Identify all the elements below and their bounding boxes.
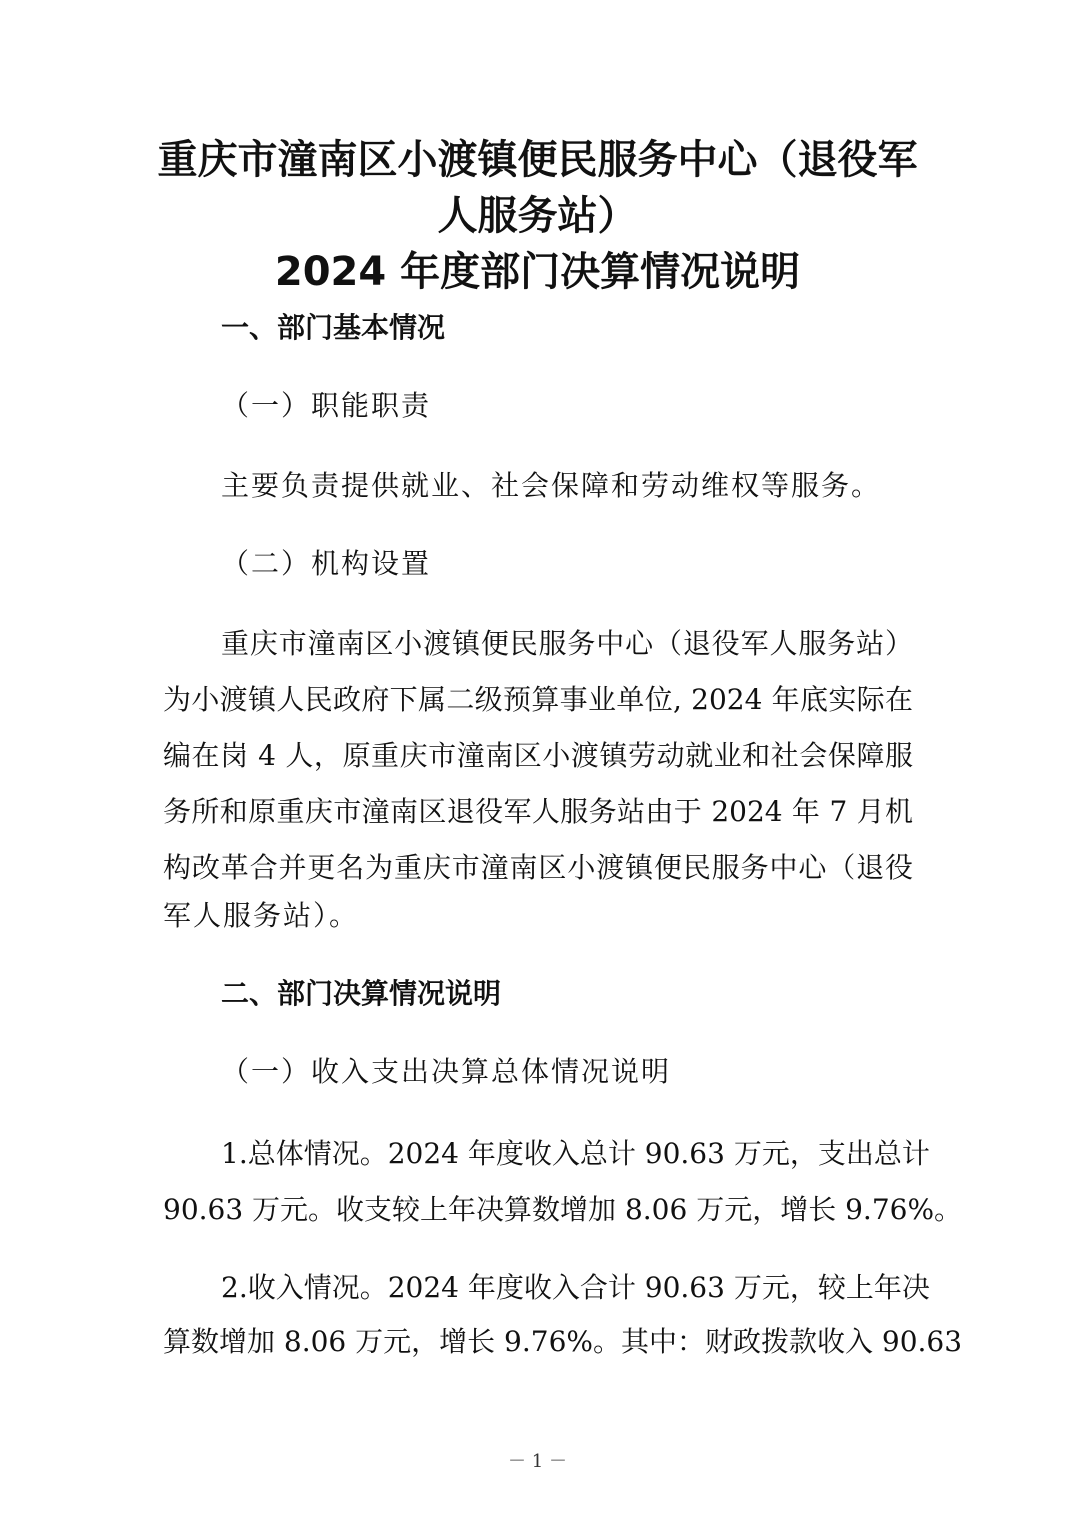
section-1-sub-2-heading: （二）机构设置: [221, 547, 432, 580]
section-1-heading: 一、部门基本情况: [221, 311, 446, 344]
body-line: 军人服务站）。: [163, 899, 360, 932]
body-line: 90.63 万元。收支较上年决算数增加 8.06 万元，增长 9.76%。: [163, 1193, 963, 1226]
document-title-line-3: 2024 年度部门决算情况说明: [274, 249, 801, 295]
body-line: 务所和原重庆市潼南区退役军人服务站由于 2024 年 7 月机: [163, 795, 913, 828]
page-number: － 1 －: [508, 1451, 567, 1472]
body-line: 构改革合并更名为重庆市潼南区小渡镇便民服务中心（退役: [163, 851, 913, 884]
body-line: 为小渡镇人民政府下属二级预算事业单位, 2024 年底实际在: [163, 683, 913, 716]
section-2-heading: 二、部门决算情况说明: [221, 977, 502, 1010]
section-2-sub-1-heading: （一）收入支出决算总体情况说明: [221, 1055, 672, 1088]
body-line: 2.收入情况。2024 年度收入合计 90.63 万元，较上年决: [221, 1271, 930, 1304]
section-1-sub-1-text: 主要负责提供就业、社会保障和劳动维权等服务。: [221, 469, 882, 502]
body-line: 重庆市潼南区小渡镇便民服务中心（退役军人服务站）: [221, 627, 913, 660]
document-title-line-2: 人服务站）: [437, 193, 638, 239]
body-line: 1.总体情况。2024 年度收入总计 90.63 万元，支出总计: [221, 1137, 930, 1170]
section-1-sub-1-heading: （一）职能职责: [221, 389, 432, 422]
body-line: 编在岗 4 人，原重庆市潼南区小渡镇劳动就业和社会保障服: [163, 739, 913, 772]
body-line: 算数增加 8.06 万元，增长 9.76%。其中：财政拨款收入 90.63: [163, 1325, 963, 1358]
document-title-line-1: 重庆市潼南区小渡镇便民服务中心（退役军: [157, 137, 918, 183]
